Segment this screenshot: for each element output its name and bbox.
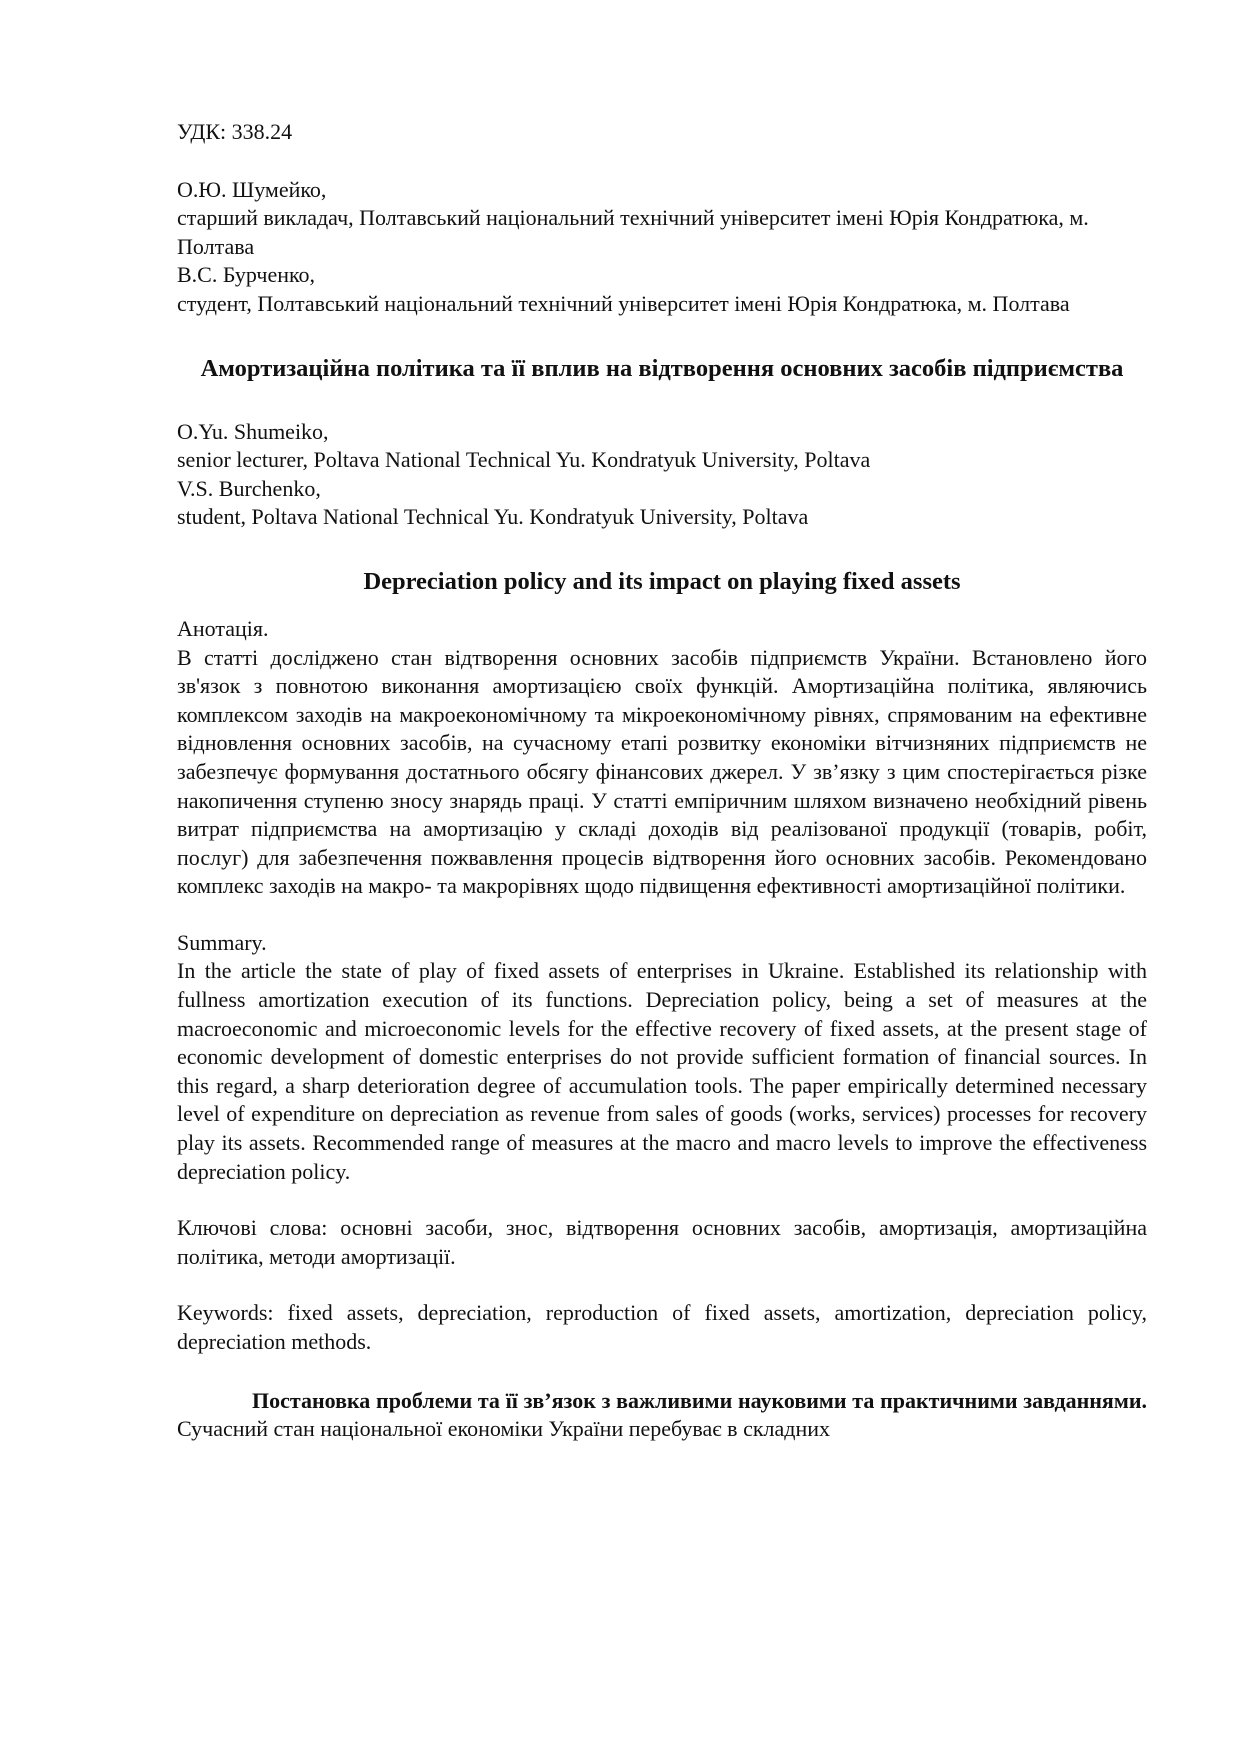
- keywords-ua: Ключові слова: основні засоби, знос, відтворення основних засобів, амортизація, амортизаційна політика, методи амортизації.: [177, 1215, 1147, 1269]
- annotation-text: В статті досліджено стан відтворення основних засобів підприємств України. Встановлено його зв'язок з повнотою виконання амортизацією своїх функцій. Амортизаційна політика, являючись комплексом заходів на макроекономічному та мікроекономічному рівнях, спрямованим на ефективне відновлення основних засобів, на сучасному етапі розвитку економіки вітчизняних підприємств не забезпечує формування достатнього обсягу фінансових джерел. У зв’язку з цим спостерігається різке накопичення ступеню зносу знарядь праці. У статті емпіричним шляхом визначено необхідний рівень витрат підприємства на амортизацію у складі доходів від реалізованої продукції (товарів, робіт, послуг) для забезпечення пожвавлення процесів відтворення його основних засобів. Рекомендовано комплекс заходів на макро- та макрорівнях щодо підвищення ефективності амортизаційної політики.: [177, 644, 1147, 899]
- summary-text: In the article the state of play of fixed assets of enterprises in Ukraine. Established its relationship with fullness amortization execution of its functions. Depreciation policy, being a set of measures at the macroeconomic and microeconomic levels for the effective recovery of fixed assets, at the present stage of economic development of domestic enterprises do not provide sufficient formation of financial sources. In this regard, a sharp deterioration degree of accumulation tools. The paper empirically determined necessary level of expenditure on depreciation as revenue from sales of goods (works, services) processes for recovery play its assets. Recommended range of measures at the macro and macro levels to improve the effectiveness depreciation policy.: [177, 958, 1147, 1184]
- udk-code: УДК: 338.24: [177, 119, 293, 144]
- annotation-label: Анотація.: [177, 615, 269, 641]
- problem-text: Сучасний стан національної економіки України перебуває в складних: [177, 1416, 831, 1442]
- problem-statement: [177, 1387, 1147, 1444]
- author-name: В.С. Бурченко,: [177, 262, 316, 288]
- author-affiliation: студент, Полтавський національний технічний університет імені Юрія Кондратюка, м. Полтава: [177, 290, 1070, 316]
- keywords-en: Keywords: fixed assets, depreciation, reproduction of fixed assets, amortization, depreciation policy, depreciation methods.: [177, 1300, 1147, 1354]
- author-name: V.S. Burchenko,: [177, 475, 321, 501]
- author-name: O.Yu. Shumeiko,: [177, 418, 329, 444]
- author-affiliation: старший викладач, Полтавський національний технічний університет імені Юрія Кондратюка, м. Полтава: [177, 205, 1089, 259]
- authors-en: [177, 418, 1147, 532]
- title-en: Depreciation policy and its impact on playing fixed assets: [363, 567, 961, 595]
- title-ua: Амортизаційна політика та її вплив на відтворення основних засобів підприємства: [200, 354, 1124, 382]
- problem-heading: Постановка проблеми та її зв’язок з важливими науковими та практичними завданнями.: [252, 1387, 1147, 1413]
- summary-label: Summary.: [177, 929, 267, 955]
- authors-ua: [177, 176, 1147, 319]
- paper-page: [177, 118, 1147, 1444]
- author-affiliation: student, Poltava National Technical Yu. Kondratyuk University, Poltava: [177, 504, 809, 530]
- author-name: О.Ю. Шумейко,: [177, 176, 327, 202]
- author-affiliation: senior lecturer, Poltava National Technical Yu. Kondratyuk University, Poltava: [177, 447, 871, 473]
